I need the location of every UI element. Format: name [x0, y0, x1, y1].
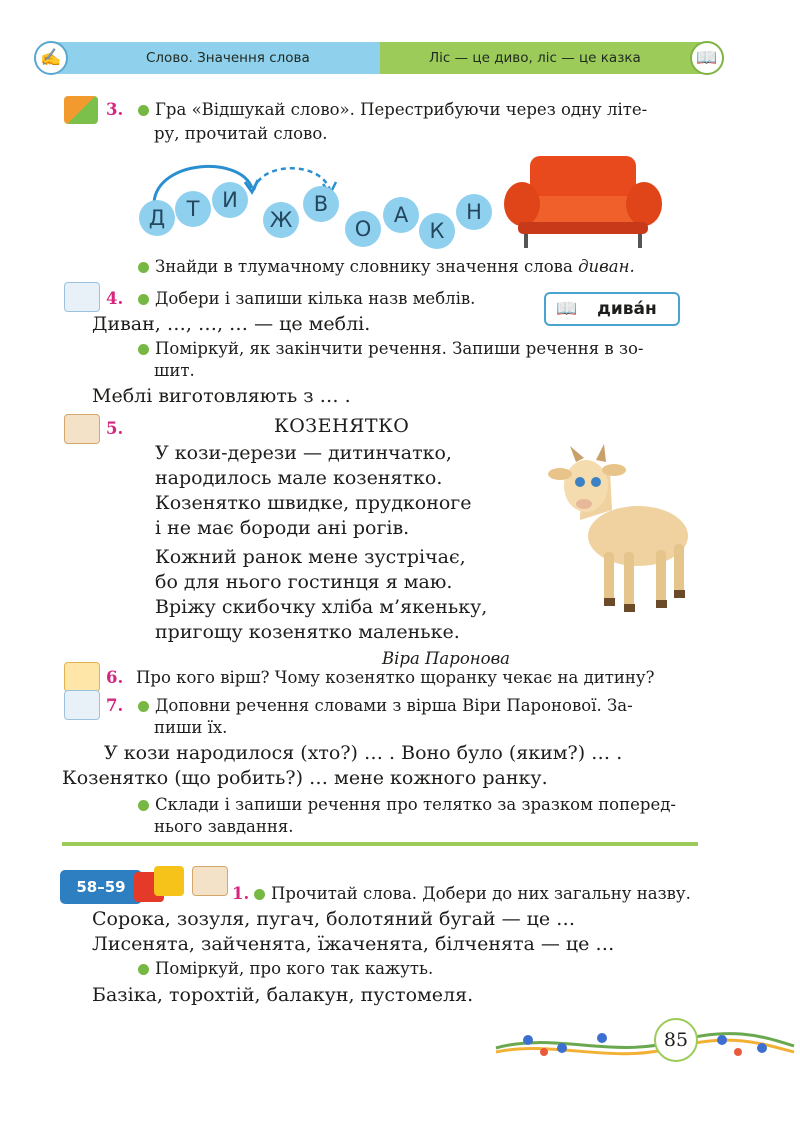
green-dot-icon: [138, 105, 149, 116]
header-right-title: Ліс — це диво, ліс — це казка: [429, 50, 641, 66]
green-dot-icon: [138, 701, 149, 712]
dictionary-word: дива́н: [597, 299, 657, 319]
page-number: 85: [654, 1018, 698, 1062]
reading-child-icon: [192, 866, 228, 896]
lesson-badge-text: 58–59: [76, 878, 126, 896]
sec2-number: 1.: [232, 884, 250, 903]
poem-line: У кози-дерези — дитинчатко,: [155, 442, 452, 464]
sofa-illustration: [502, 150, 664, 250]
letter-circle: О: [345, 211, 381, 247]
writing-hand-icon: ✍: [34, 41, 68, 75]
ex3-line2: ру, прочитай слово.: [154, 124, 328, 143]
writing-notebook-icon: [64, 282, 100, 312]
poem-author: Віра Паронова: [382, 649, 511, 668]
ex4-sentence: Диван, …, …, … — це меблі.: [92, 313, 371, 335]
green-dot-icon: [138, 262, 149, 273]
yellow-block-icon: [154, 866, 184, 896]
green-dot-icon: [138, 344, 149, 355]
question-child-icon: [64, 662, 100, 692]
letter-circle: Т: [175, 191, 211, 227]
ex7-task2-line2: нього завдання.: [154, 817, 294, 836]
dictionary-word-box: [544, 292, 680, 326]
section-divider: [62, 842, 698, 846]
game-blocks-icon: [64, 96, 98, 124]
letter-circle: И: [212, 182, 248, 218]
letter-circle: А: [383, 197, 419, 233]
poem-line: Вріжу скибочку хліба м’якеньку,: [155, 596, 488, 618]
poem-line: Кожний ранок мене зустрічає,: [155, 546, 466, 568]
ex4-number: 4.: [106, 289, 124, 308]
ex7-sentence2: Козенятко (що робить?) … мене кожного ранку.: [62, 767, 548, 789]
poem-line: народилось мале козенятко.: [155, 467, 443, 489]
green-dot-icon: [254, 889, 265, 900]
ex4-task2-line2: шит.: [154, 361, 195, 380]
lesson-badge: [60, 870, 142, 904]
sec2-sentence2: Лисенята, зайченята, їжаченята, білченята — це …: [92, 933, 615, 955]
sec2-sentence1: Сорока, зозуля, пугач, болотяний бугай — це …: [92, 908, 576, 930]
ex3-number: 3.: [106, 100, 124, 119]
reading-child-icon: [64, 414, 100, 444]
letter-circle: В: [303, 186, 339, 222]
letter-circle: К: [419, 213, 455, 249]
book-icon: 📖: [556, 299, 578, 319]
ex6-number: 6.: [106, 668, 124, 687]
ex4-task2-line1: Поміркуй, як закінчити речення. Запиши речення в зо-: [138, 338, 643, 360]
sec2-sentence3: Базіка, торохтій, балакун, пустомеля.: [92, 984, 474, 1006]
ex3-line1: Гра «Відшукай слово». Перестрибуючи через одну літе-: [138, 99, 647, 121]
ex7-line1: Доповни речення словами з вірша Віри Паронової. За-: [138, 695, 633, 717]
header-left-title: Слово. Значення слова: [146, 50, 310, 66]
ex7-sentence1: У кози народилося (хто?) … . Воно було (яким?) … .: [104, 742, 623, 764]
letter-circle: Ж: [263, 202, 299, 238]
green-dot-icon: [138, 294, 149, 305]
ex4-sentence2: Меблі виготовляють з … .: [92, 385, 351, 407]
poem-title: КОЗЕНЯТКО: [274, 415, 410, 437]
sec2-line1: Прочитай слова. Добери до них загальну назву.: [254, 883, 691, 905]
ex5-number: 5.: [106, 419, 124, 438]
ex4-line1: Добери і запиши кілька назв меблів.: [138, 288, 475, 310]
sec2-task2: Поміркуй, про кого так кажуть.: [138, 958, 433, 980]
floral-wreath-decoration: [492, 1018, 798, 1064]
ex7-number: 7.: [106, 696, 124, 715]
poem-line: пригощу козенятко маленьке.: [155, 621, 460, 643]
ex7-line2: пиши їх.: [154, 718, 228, 737]
poem-line: і не має бороди ані рогів.: [155, 517, 410, 539]
ex3-task2: Знайди в тлумачному словнику значення слова диван.: [138, 256, 635, 278]
ex6-text: Про кого вірш? Чому козенятко щоранку чекає на дитину?: [136, 668, 655, 687]
letter-circle: Д: [139, 200, 175, 236]
book-icon: 📖: [690, 41, 724, 75]
green-dot-icon: [138, 800, 149, 811]
letter-circle: Н: [456, 194, 492, 230]
green-dot-icon: [138, 964, 149, 975]
poem-line: Козенятко швидке, прудконоге: [155, 492, 472, 514]
writing-notebook-icon: [64, 690, 100, 720]
poem-line: бо для нього гостинця я маю.: [155, 571, 453, 593]
goat-illustration: [540, 440, 700, 616]
ex7-task2-line1: Склади і запиши речення про телятко за зразком поперед-: [138, 794, 676, 816]
